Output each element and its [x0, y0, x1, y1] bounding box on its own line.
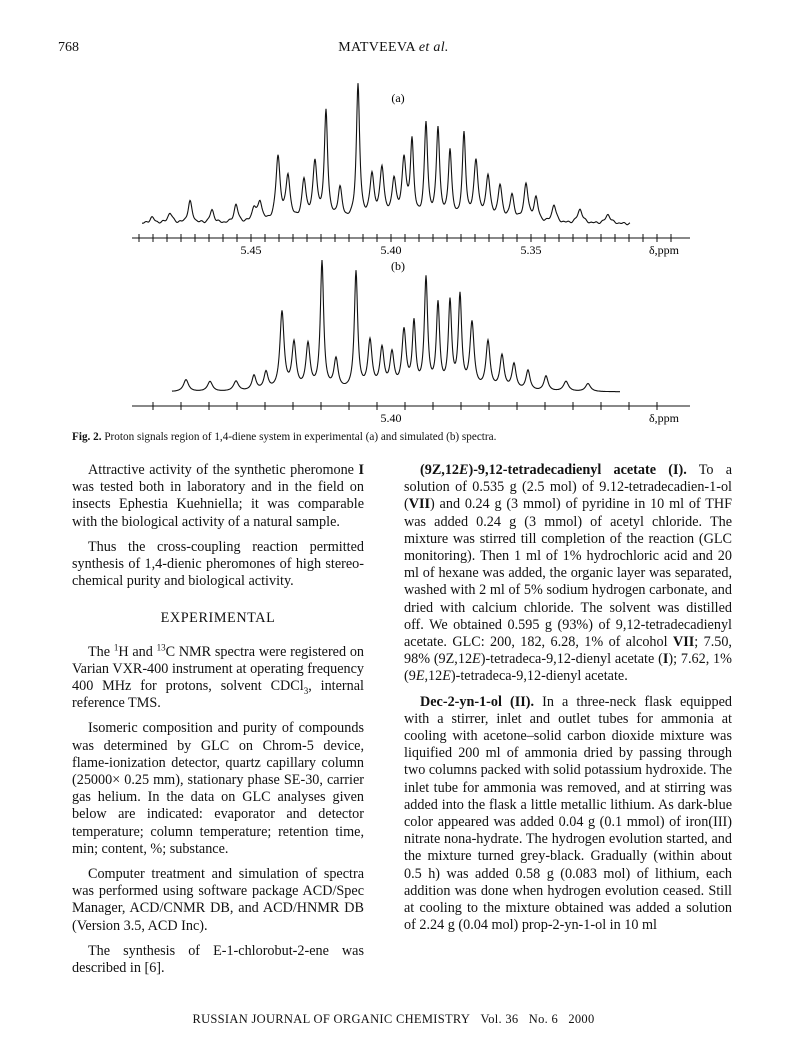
running-head	[0, 40, 787, 60]
compound-ref: VII	[408, 496, 431, 513]
text-run: H and	[118, 643, 153, 660]
paragraph-nmr	[72, 641, 365, 713]
left-column	[72, 462, 364, 977]
paragraph-glc: Isomeric composition and purity of compounds was determined by GLC on Chrom-5 device, flame-ionization detector, quartz capillary column (25000× 0.25 mm), stationary phase SE-30, carrier gas helium. In the data on GLC analyses given below are indicated: evaporator and detector temperature; column temperature; retention time, min; content, %; substance.	[72, 720, 364, 857]
journal-name: RUSSIAN JOURNAL OF ORGANIC CHEMISTRY	[192, 1012, 471, 1026]
text-run: The	[88, 643, 111, 660]
figure-caption-label: Fig. 2.	[72, 431, 102, 443]
axis-b-tick-label-540: 5.40	[380, 411, 402, 425]
paragraph-decynol-synthesis	[404, 694, 732, 935]
axis-a-tick-label-540: 5.40	[380, 243, 402, 257]
page-footer	[0, 1012, 787, 1027]
paragraph-cross-coupling: Thus the cross-coupling reaction permitted synthesis of 1,4-dienic pheromones of high stereo-chemical purity and biological activity.	[72, 538, 364, 590]
text-run: )-tetradeca-9,12-dienyl acetate (	[480, 651, 663, 668]
spectrum-trace-a	[142, 83, 630, 225]
right-column	[404, 462, 732, 934]
text-run: )-tetradeca-9,12-dienyl acetate.	[450, 668, 628, 685]
spectrum-trace-b	[172, 260, 620, 392]
compound-ref: I	[662, 651, 669, 668]
italic-run: E	[459, 462, 469, 478]
text-run: (9Z,12	[420, 462, 460, 478]
text-run: In a three-neck flask equipped with a stirrer, inlet and outlet tubes for ammonia at cooling with acetone–solid carbon dioxide mixture was liquified 200 ml of ammonia dried by passing through two columns packed with solid potassium hydroxide. The inlet tube for ammonia was removed, and at stirring was added into the flask a little metallic lithium. As dark-blue color appeared was added 0.04 g (0.1 mmol) of iron(III) nitrate nona-hydrate. The hydrogen evolution started, and the mixture turned grey-black. Gradually (within about 0.5 h) was added 0.58 g (0.083 mol) of lithium, each addition was done when hydrogen evolution ceased. Still at cooling to the mixture obtained was added a solution of 2.24 g (0.04 mol) prop-2-yn-1-ol in 10 ml	[404, 693, 732, 934]
journal-year: 2000	[568, 1012, 595, 1026]
axis-a-tick-label-535: 5.35	[520, 243, 542, 257]
axis-a-unit: δ,ppm	[649, 243, 679, 257]
figure-caption	[72, 431, 732, 444]
running-title-authors: MATVEEVA	[338, 40, 416, 55]
running-title	[0, 40, 787, 56]
section-heading-experimental: EXPERIMENTAL	[160, 610, 276, 627]
axis-b-unit: δ,ppm	[649, 411, 679, 425]
figure-nmr-spectra	[60, 80, 740, 450]
text-run: To a solution of 0.535 g (2.5 mol) of 9.12-tetradecadien-1-ol (	[404, 462, 732, 513]
compound-ref: I	[358, 462, 364, 478]
compound-heading-acetate	[420, 462, 687, 478]
page-number: 768	[58, 40, 79, 55]
text-run: was tested both in laboratory and in the field on insects Ephestia Kuehniella; it was comparable with the biological activity of a natural sample.	[72, 479, 364, 530]
running-title-etal: et al.	[418, 40, 449, 55]
paragraph-software: Computer treatment and simulation of spectra was performed using software package ACD/Spec Manager, ACD/CNMR DB, and ACD/HNMR DB (Version 3.5, ACD Inc).	[72, 866, 364, 934]
paragraph-synthesis-ref: The synthesis of E-1-chlorobut-2-ene was described in [6].	[72, 942, 364, 977]
text-run: C NMR spectra were registered on Varian VXR-400 instrument at operating frequency 400 MHz for protons, solvent CDCl	[72, 643, 365, 695]
spectra-plot	[60, 80, 740, 430]
superscript: 13	[156, 641, 166, 652]
journal-issue: No. 6	[528, 1012, 559, 1026]
paragraph-acetate-synthesis	[404, 462, 732, 686]
text-run: , internal reference TMS.	[72, 678, 364, 712]
text-run: )-9,12-tetradecadienyl acetate (I).	[468, 462, 687, 478]
panel-a-label: (a)	[391, 91, 405, 105]
text-run: ; 7.50, 98% (9Z,12	[404, 634, 732, 668]
axis-a-tick-label-545: 5.45	[240, 243, 262, 257]
compound-ref: VII	[672, 634, 695, 651]
subscript: 3	[303, 685, 309, 696]
text-run: ); 7.62, 1% (9	[404, 651, 732, 685]
text-run: ,12	[424, 668, 443, 685]
italic-run: E	[415, 668, 425, 685]
text-run: ) and 0.24 g (3 mmol) of pyridine in 10 ml of THF was added 0.24 g (3 mmol) of acetyl chloride. The mixture was stirred till completion of the reaction (GLC monitoring). Then 1 ml of 1% hydrochloric acid and 20 ml of hexane was added, the organic layer was separated, washed with 2 ml of 5% sodium hydrogen carbonate, and dried with calcium chloride. The solvent was distilled off. We obtained 0.595 g (93%) of 9,12-tetradecadienyl acetate. GLC: 200, 182, 6.28, 1% of alcohol	[404, 496, 732, 651]
journal-volume: Vol. 36	[480, 1012, 519, 1026]
text-run: Attractive activity of the synthetic pheromone	[88, 462, 354, 478]
superscript: 1	[113, 641, 119, 652]
panel-b-label: (b)	[391, 259, 405, 273]
compound-heading-decynol: Dec-2-yn-1-ol (II).	[420, 693, 535, 710]
italic-run: E	[472, 651, 481, 668]
italic-run: E	[442, 668, 451, 685]
figure-caption-text: Proton signals region of 1,4-diene system in experimental (a) and simulated (b) spectra.	[104, 431, 497, 443]
paragraph-pheromone-activity	[72, 462, 364, 531]
